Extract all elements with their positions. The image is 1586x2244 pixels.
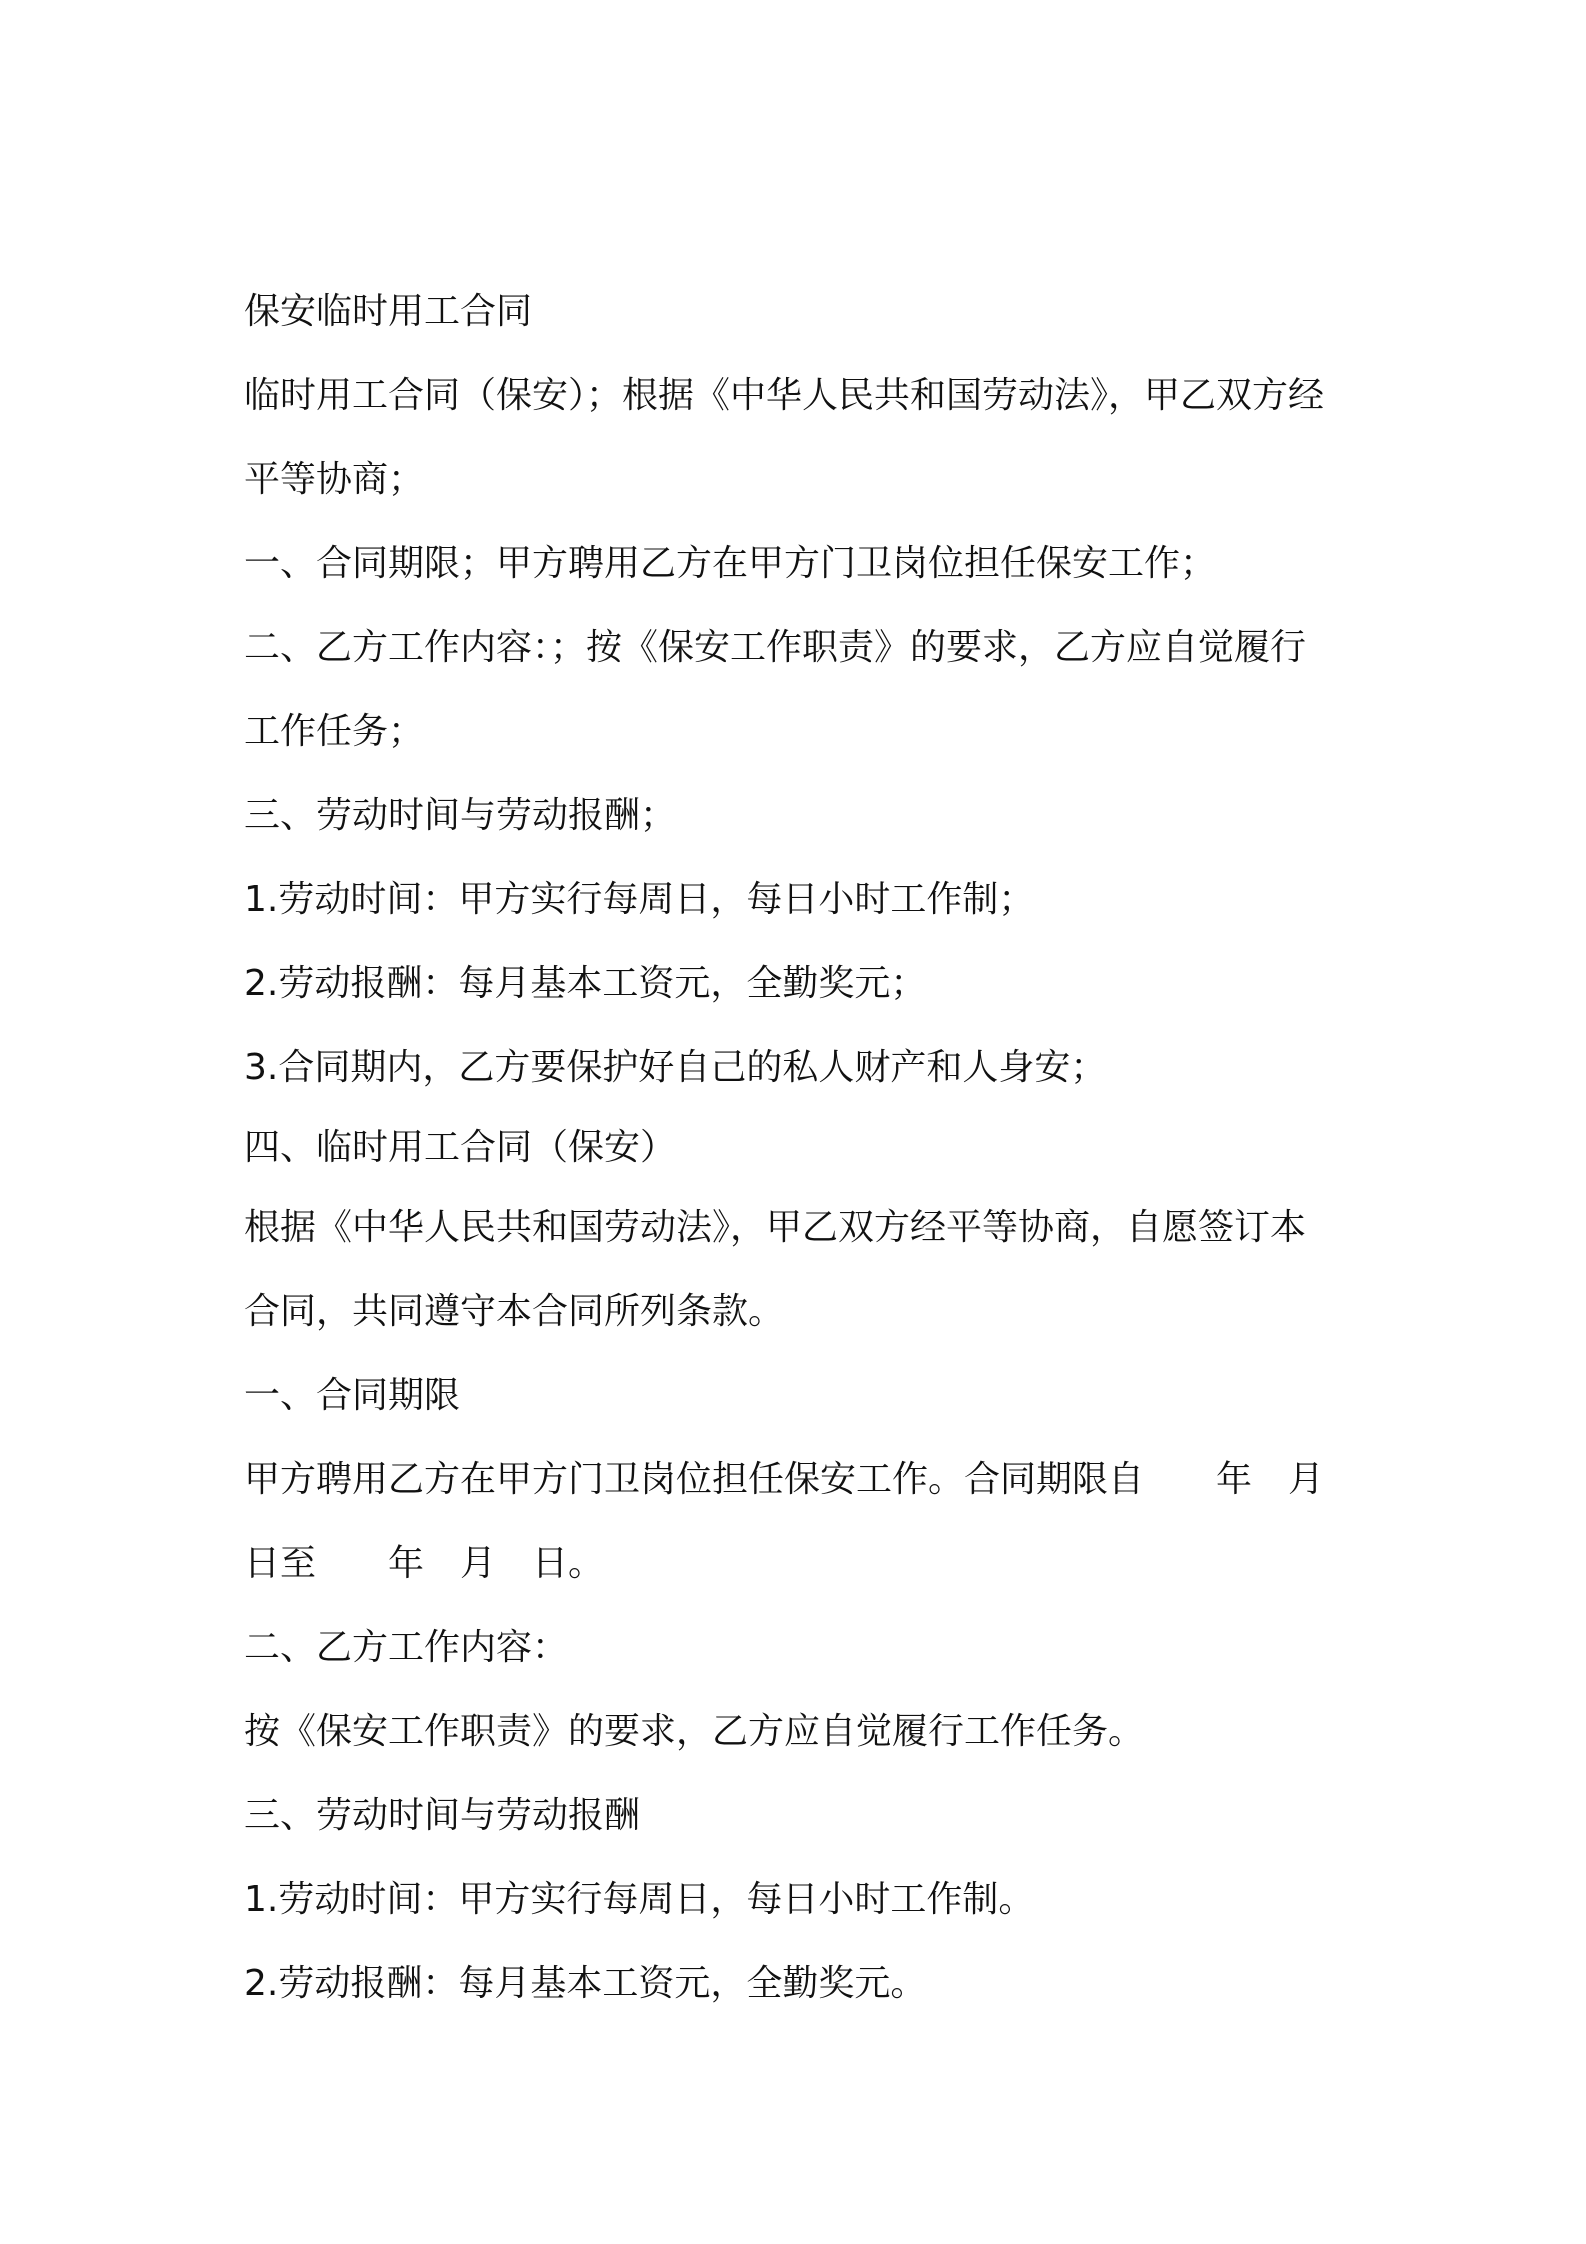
section-heading: 三、劳动时间与劳动报酬 xyxy=(244,1795,641,1836)
section-heading: 四、临时用工合同（保安） xyxy=(244,1127,677,1168)
text-line: 甲方聘用乙方在甲方门卫岗位担任保安工作。合同期限自 年 月 xyxy=(244,1459,1325,1500)
text-line: 1.劳动时间：甲方实行每周日，每日小时工作制。 xyxy=(244,1879,1035,1920)
section-heading: 二、乙方工作内容： xyxy=(244,1627,569,1668)
text-line: 日至 年 月 日。 xyxy=(244,1543,605,1584)
text-line: 按《保安工作职责》的要求，乙方应自觉履行工作任务。 xyxy=(244,1711,1145,1752)
text-line: 3.合同期内，乙方要保护好自己的私人财产和人身安； xyxy=(244,1047,1107,1088)
text-line: 2.劳动报酬：每月基本工资元，全勤奖元； xyxy=(244,963,927,1004)
document-body xyxy=(244,270,1364,2026)
text-line: 二、乙方工作内容：；按《保安工作职责》的要求，乙方应自觉履行 xyxy=(244,627,1307,668)
text-line: 2.劳动报酬：每月基本工资元，全勤奖元。 xyxy=(244,1963,927,2004)
text-line: 工作任务； xyxy=(244,711,425,752)
text-line: 一、合同期限；甲方聘用乙方在甲方门卫岗位担任保安工作； xyxy=(244,543,1217,584)
text-line: 三、劳动时间与劳动报酬； xyxy=(244,795,677,836)
section-heading: 一、合同期限 xyxy=(244,1375,461,1416)
text-line: 临时用工合同（保安）；根据《中华人民共和国劳动法》，甲乙双方经 xyxy=(244,375,1325,416)
text-line: 1.劳动时间：甲方实行每周日，每日小时工作制； xyxy=(244,879,1035,920)
text-line: 根据《中华人民共和国劳动法》，甲乙双方经平等协商，自愿签订本 xyxy=(244,1207,1307,1248)
text-line: 合同，共同遵守本合同所列条款。 xyxy=(244,1291,785,1332)
document-title: 保安临时用工合同 xyxy=(244,291,533,332)
text-line: 平等协商； xyxy=(244,459,425,500)
